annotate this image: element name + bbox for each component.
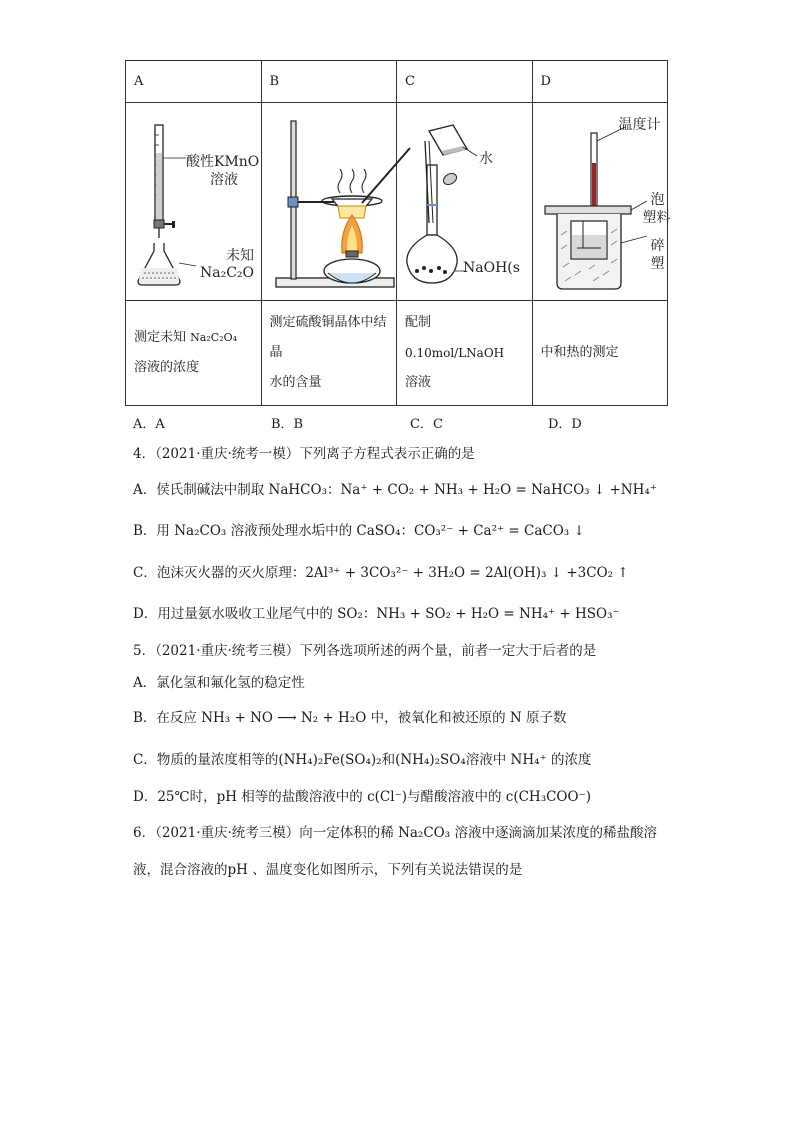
label-unknown: 未知 — [226, 248, 254, 264]
q4-a-equation: Na⁺ + CO₂ + NH₃ + H₂O = NaHCO₃ ↓ +NH₄⁺ — [340, 482, 657, 498]
option-b[interactable]: B．B — [271, 417, 304, 432]
label-plastic-2: 塑 — [650, 256, 665, 272]
desc-a-line2: 溶液的浓度 — [134, 360, 200, 375]
desc-c-line2: 0.10mol/LNaOH — [405, 346, 505, 360]
q5-option-a[interactable]: A．氯化氢和氟化氢的稳定性 — [133, 675, 305, 691]
titration-figure — [126, 103, 261, 300]
experiment-table — [125, 60, 671, 406]
desc-c-line3: 溶液 — [405, 375, 432, 390]
desc-c — [397, 301, 533, 406]
label-plastic: 塑料 — [642, 210, 671, 226]
q5-stem: 5．（2021·重庆·统考三模）下列各选项所述的两个量，前者一定大于后者的是 — [133, 643, 597, 659]
q5-option-c[interactable]: C．物质的量浓度相等的(NH₄)₂Fe(SO₄)₂和(NH₄)₂SO₄溶液中 NH₄⁺ 的浓度 — [133, 752, 592, 768]
image-cell-b — [261, 103, 397, 301]
table-header-row — [126, 61, 668, 103]
label-solution: 溶液 — [210, 172, 238, 188]
q4-b-equation: CO₃²⁻ + Ca²⁺ = CaCO₃ ↓ — [413, 523, 585, 539]
table-image-row — [126, 103, 668, 301]
header-a: A — [126, 61, 262, 103]
desc-a-chem: Na₂C₂O₄ — [190, 331, 238, 344]
calorimeter-figure — [533, 103, 671, 300]
label-acidic-kmno4: 酸性KMnO — [186, 154, 260, 170]
q4-option-c[interactable] — [133, 563, 629, 583]
q5-option-d[interactable]: D．25℃时，pH 相等的盐酸溶液中的 c(Cl⁻)与醋酸溶液中的 c(CH₃COO⁻) — [133, 789, 591, 805]
image-cell-d — [532, 103, 671, 301]
option-d[interactable]: D．D — [548, 417, 582, 432]
image-cell-a — [126, 103, 262, 301]
desc-d: 中和热的测定 — [532, 301, 668, 406]
volumetric-flask-figure — [397, 103, 532, 300]
desc-a — [126, 301, 262, 406]
header-b: B — [261, 61, 397, 103]
q4-b-text: B．用 Na₂CO₃ 溶液预处理水垢中的 CaSO₄： — [133, 523, 414, 539]
image-cell-c — [397, 103, 533, 301]
label-foam-1: 泡 — [650, 192, 665, 208]
desc-b — [261, 301, 397, 406]
q6-stem-line1: 6．（2021·重庆·统考三模）向一定体积的稀 Na₂CO₃ 溶液中逐滴滴加某浓度的稀盐酸溶 — [133, 825, 657, 841]
q6-stem-line2: 液，混合溶液的pH 、温度变化如图所示，下列有关说法错误的是 — [133, 862, 523, 878]
q5-option-b[interactable]: B．在反应 NH₃ + NO ⟶ N₂ + H₂O 中，被氧化和被还原的 N 原子数 — [133, 710, 567, 726]
q4-d-equation: NH₃ + SO₂ + H₂O = NH₄⁺ + HSO₃⁻ — [376, 606, 620, 622]
q4-option-a[interactable] — [133, 480, 657, 500]
crucible-heating-figure — [262, 103, 397, 300]
label-water: 水 — [479, 151, 493, 167]
desc-c-line1: 配制 — [405, 315, 432, 330]
desc-a-line1: 测定未知 — [134, 330, 187, 345]
option-c[interactable]: C．C — [410, 417, 443, 432]
table-desc-row — [126, 301, 668, 406]
q4-a-text: A．侯氏制碱法中制取 NaHCO₃： — [133, 482, 341, 498]
q4-c-text: C．泡沫灭火器的灭火原理： — [133, 565, 306, 581]
desc-b-line2: 水的含量 — [269, 375, 322, 390]
q4-option-b[interactable] — [133, 521, 585, 541]
label-na2c2o: Na₂C₂O — [200, 265, 255, 281]
label-naoh-s: NaOH(s — [463, 260, 520, 276]
label-broken: 碎 — [650, 238, 665, 254]
header-c: C — [397, 61, 533, 103]
label-thermometer: 温度计 — [618, 117, 661, 133]
q4-d-text: D．用过量氨水吸收工业尾气中的 SO₂： — [133, 606, 377, 622]
desc-b-line1: 测定硫酸铜晶体中结晶 — [269, 315, 387, 360]
option-a[interactable]: A．A — [133, 417, 165, 432]
q4-c-equation: 2Al³⁺ + 3CO₃²⁻ + 3H₂O = 2Al(OH)₃ ↓ +3CO₂ ↑ — [305, 565, 629, 581]
q4-option-d[interactable] — [133, 604, 620, 624]
header-d: D — [532, 61, 668, 103]
q4-stem: 4．（2021·重庆·统考一模）下列离子方程式表示正确的是 — [133, 446, 475, 462]
